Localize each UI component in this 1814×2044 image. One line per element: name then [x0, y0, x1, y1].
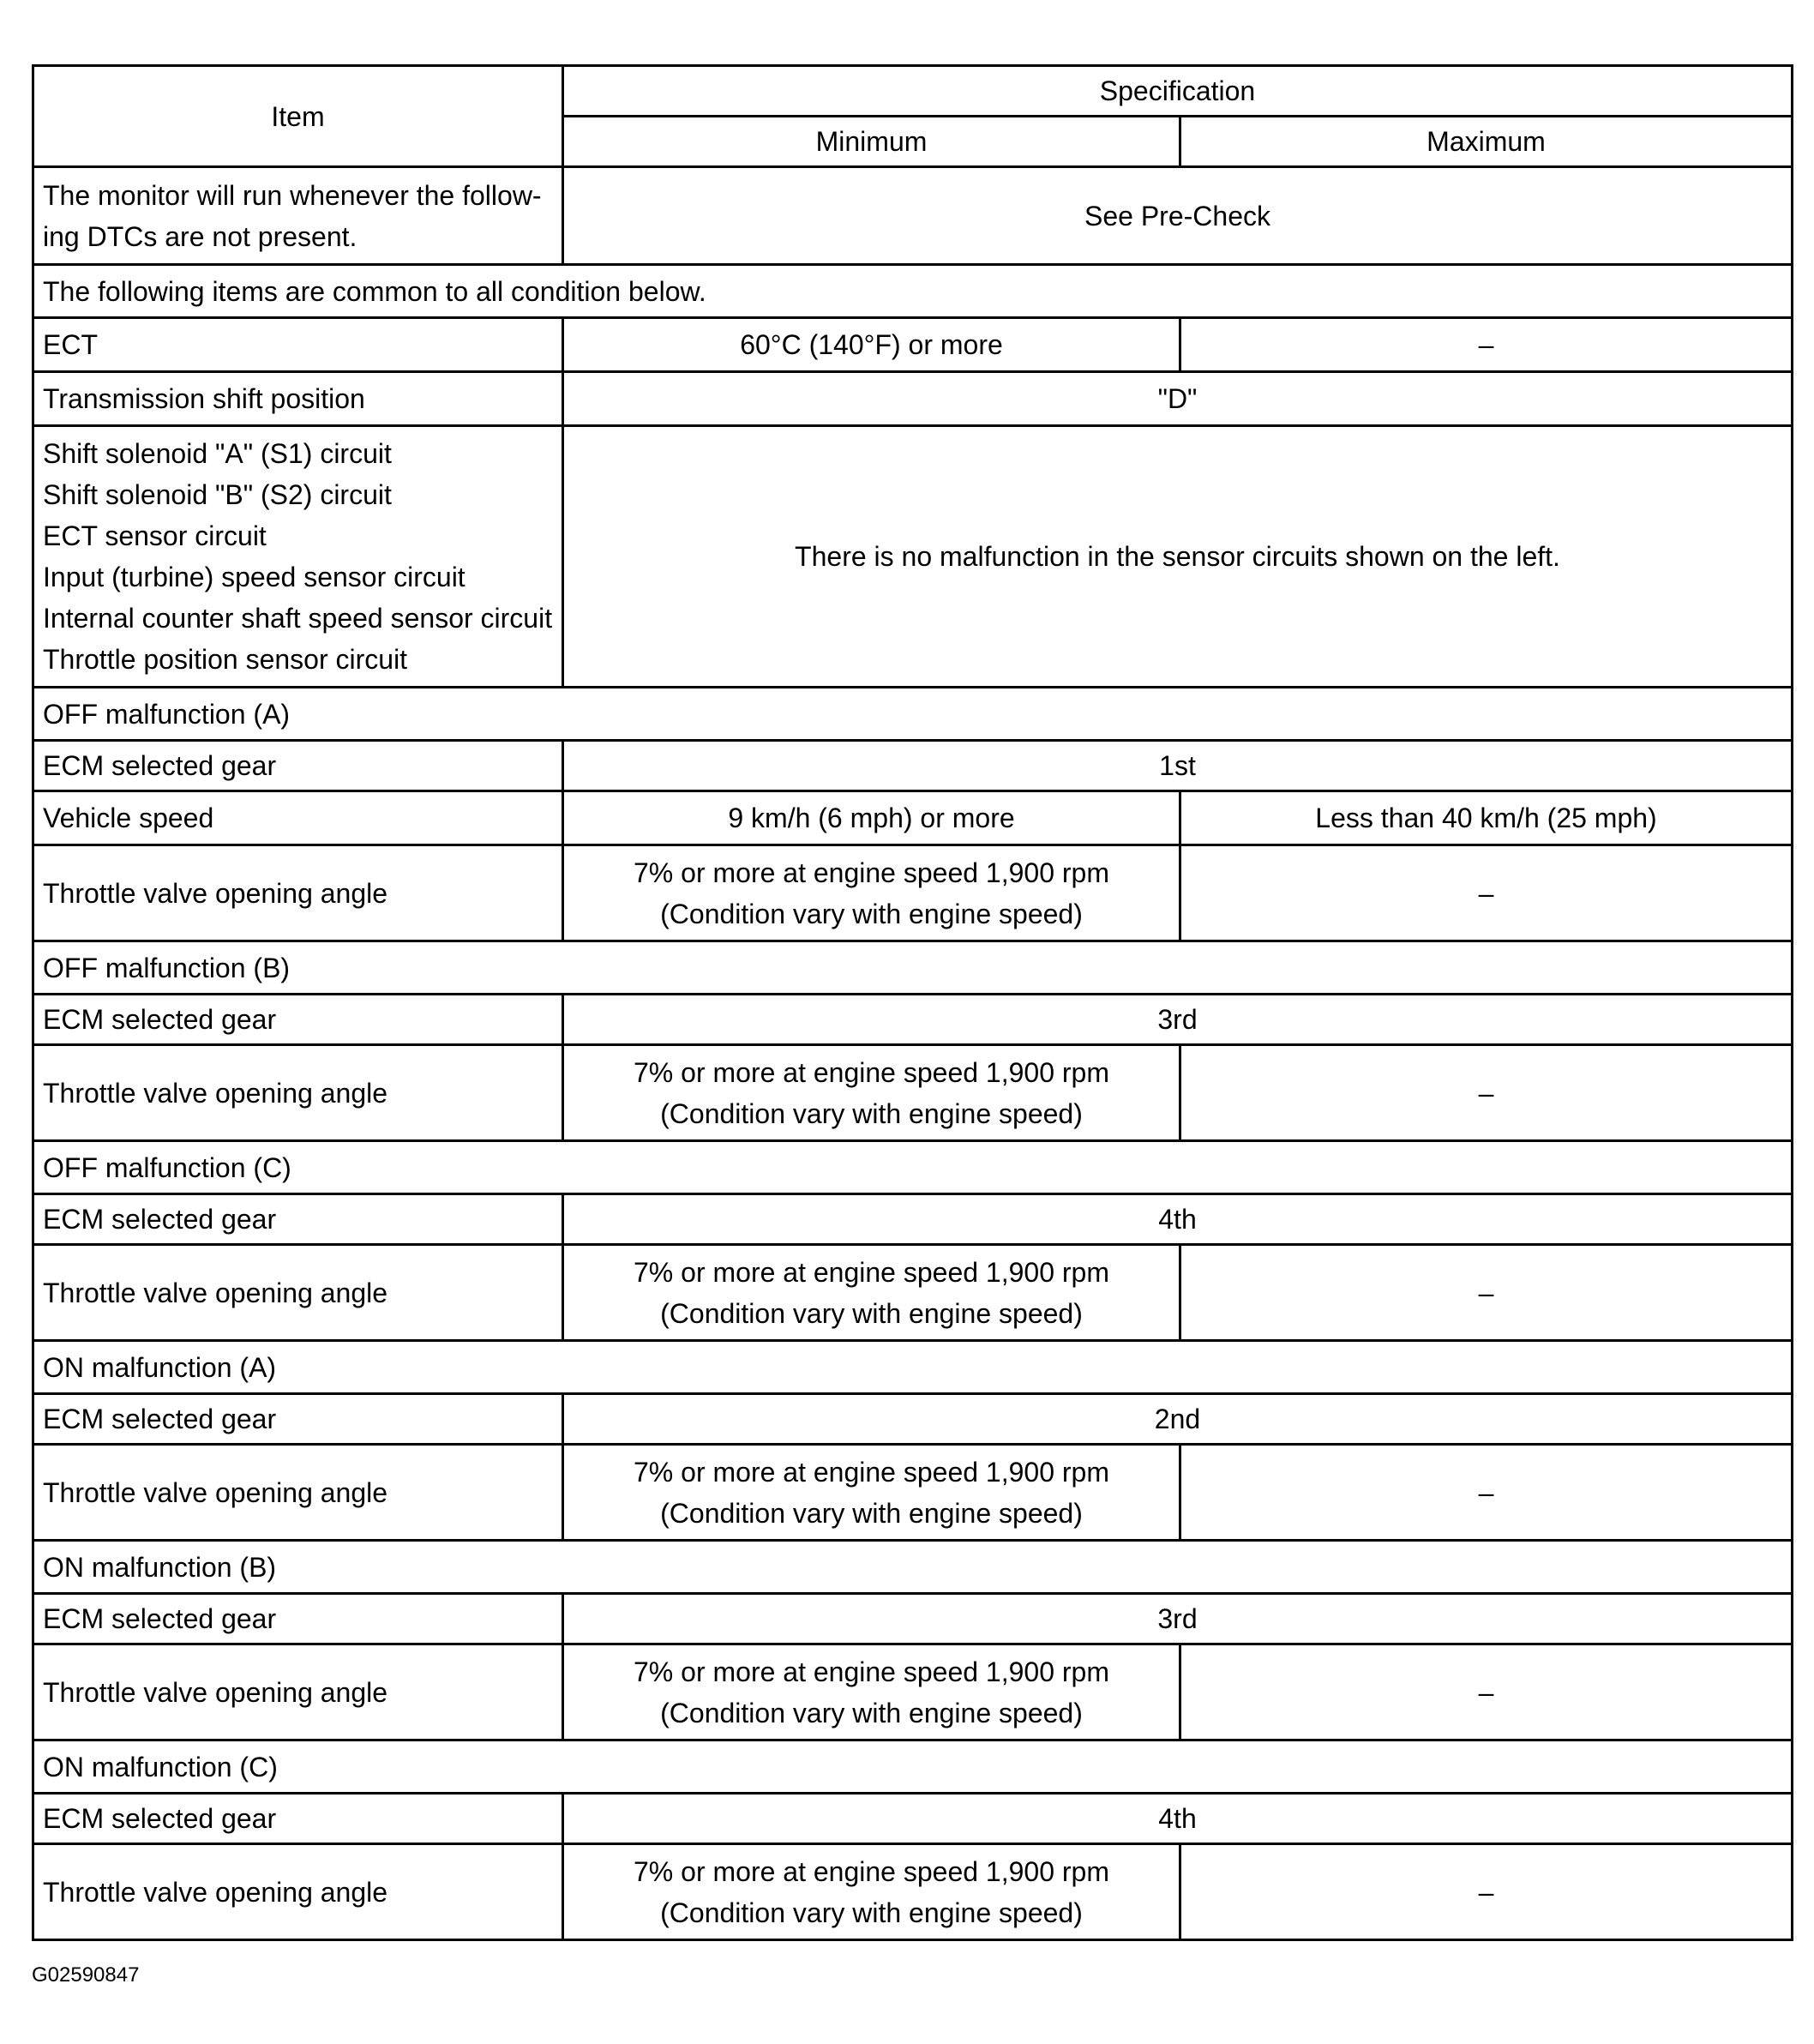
- maximum-value: –: [1180, 1445, 1793, 1541]
- throttle-row: [33, 1445, 1793, 1541]
- spec-line: (Condition vary with engine speed): [660, 1297, 1083, 1329]
- row-label: Transmission shift position: [33, 372, 563, 426]
- header-minimum: Minimum: [563, 117, 1180, 167]
- ect-row: [33, 318, 1793, 372]
- section-title: ON malfunction (C): [33, 1740, 1793, 1794]
- section-title: The following items are common to all condition below.: [33, 265, 1793, 318]
- minimum-value: [563, 1844, 1180, 1940]
- circuit-item: Shift solenoid "B" (S2) circuit: [43, 479, 392, 510]
- gear-value: 3rd: [563, 1594, 1793, 1644]
- section-title-row: [33, 941, 1793, 995]
- row-label: ECM selected gear: [33, 1794, 563, 1844]
- specification-table: [32, 64, 1793, 1941]
- table-body: [33, 167, 1793, 1940]
- gear-row: [33, 741, 1793, 791]
- section-title-row: [33, 688, 1793, 741]
- gear-value: 4th: [563, 1194, 1793, 1245]
- header-row: [33, 66, 1793, 117]
- minimum-value: 60°C (140°F) or more: [563, 318, 1180, 372]
- gear-row: [33, 1594, 1793, 1644]
- common-title-row: [33, 265, 1793, 318]
- row-label: ECT: [33, 318, 563, 372]
- maximum-value: –: [1180, 318, 1793, 372]
- row-label: Throttle valve opening angle: [33, 1644, 563, 1740]
- row-label: ECM selected gear: [33, 741, 563, 791]
- precheck-value: See Pre-Check: [563, 167, 1793, 265]
- gear-row: [33, 1394, 1793, 1445]
- spec-line: 7% or more at engine speed 1,900 rpm: [634, 1256, 1109, 1288]
- gear-row: [33, 1194, 1793, 1245]
- gear-value: 4th: [563, 1794, 1793, 1844]
- minimum-value: [563, 1644, 1180, 1740]
- spec-line: (Condition vary with engine speed): [660, 1697, 1083, 1728]
- section-title: ON malfunction (A): [33, 1341, 1793, 1394]
- precheck-row: [33, 167, 1793, 265]
- throttle-row: [33, 1844, 1793, 1940]
- section-title-row: [33, 1740, 1793, 1794]
- header-specification: Specification: [563, 66, 1793, 117]
- vehicle-speed-row: [33, 791, 1793, 845]
- circuit-item: Throttle position sensor circuit: [43, 644, 408, 675]
- spec-line: 7% or more at engine speed 1,900 rpm: [634, 1656, 1109, 1687]
- figure-id: G02590847: [32, 1963, 140, 1987]
- minimum-value: [563, 845, 1180, 941]
- row-label: Throttle valve opening angle: [33, 1245, 563, 1341]
- row-label: Throttle valve opening angle: [33, 1445, 563, 1541]
- row-label: ECM selected gear: [33, 1394, 563, 1445]
- circuit-item: ECT sensor circuit: [43, 520, 267, 551]
- section-title-row: [33, 1141, 1793, 1194]
- throttle-row: [33, 845, 1793, 941]
- gear-row: [33, 995, 1793, 1045]
- minimum-value: 9 km/h (6 mph) or more: [563, 791, 1180, 845]
- header-item: Item: [33, 66, 563, 167]
- row-label: Vehicle speed: [33, 791, 563, 845]
- maximum-value: –: [1180, 1045, 1793, 1141]
- spec-line: 7% or more at engine speed 1,900 rpm: [634, 1056, 1109, 1088]
- spec-line: 7% or more at engine speed 1,900 rpm: [634, 1456, 1109, 1488]
- spec-line: (Condition vary with engine speed): [660, 898, 1083, 929]
- row-label: ECM selected gear: [33, 995, 563, 1045]
- gear-value: 3rd: [563, 995, 1793, 1045]
- precheck-item-line: The monitor will run whenever the follow-: [43, 179, 542, 211]
- row-label: ECM selected gear: [33, 1194, 563, 1245]
- row-label: Throttle valve opening angle: [33, 1844, 563, 1940]
- minimum-value: [563, 1245, 1180, 1341]
- precheck-item-line: ing DTCs are not present.: [43, 220, 357, 252]
- maximum-value: –: [1180, 1245, 1793, 1341]
- maximum-value: –: [1180, 845, 1793, 941]
- row-label: Throttle valve opening angle: [33, 1045, 563, 1141]
- spec-line: (Condition vary with engine speed): [660, 1097, 1083, 1129]
- maximum-value: Less than 40 km/h (25 mph): [1180, 791, 1793, 845]
- circuits-list: [33, 426, 563, 688]
- row-label: Throttle valve opening angle: [33, 845, 563, 941]
- throttle-row: [33, 1045, 1793, 1141]
- circuit-item: Shift solenoid "A" (S1) circuit: [43, 438, 392, 469]
- section-title: OFF malfunction (B): [33, 941, 1793, 995]
- spec-line: 7% or more at engine speed 1,900 rpm: [634, 1855, 1109, 1887]
- spec-value: "D": [563, 372, 1793, 426]
- maximum-value: –: [1180, 1844, 1793, 1940]
- throttle-row: [33, 1644, 1793, 1740]
- shift-row: [33, 372, 1793, 426]
- maximum-value: –: [1180, 1644, 1793, 1740]
- gear-value: 1st: [563, 741, 1793, 791]
- section-title: OFF malfunction (C): [33, 1141, 1793, 1194]
- spec-line: (Condition vary with engine speed): [660, 1897, 1083, 1928]
- spec-line: 7% or more at engine speed 1,900 rpm: [634, 857, 1109, 888]
- circuit-item: Internal counter shaft speed sensor circuit: [43, 603, 553, 634]
- gear-row: [33, 1794, 1793, 1844]
- circuits-value: There is no malfunction in the sensor circuits shown on the left.: [563, 426, 1793, 688]
- minimum-value: [563, 1045, 1180, 1141]
- throttle-row: [33, 1245, 1793, 1341]
- spec-line: (Condition vary with engine speed): [660, 1497, 1083, 1529]
- minimum-value: [563, 1445, 1180, 1541]
- section-title: ON malfunction (B): [33, 1541, 1793, 1594]
- gear-value: 2nd: [563, 1394, 1793, 1445]
- section-title: OFF malfunction (A): [33, 688, 1793, 741]
- circuit-item: Input (turbine) speed sensor circuit: [43, 562, 466, 592]
- precheck-item: [33, 167, 563, 265]
- section-title-row: [33, 1541, 1793, 1594]
- section-title-row: [33, 1341, 1793, 1394]
- header-maximum: Maximum: [1180, 117, 1793, 167]
- row-label: ECM selected gear: [33, 1594, 563, 1644]
- circuits-row: [33, 426, 1793, 688]
